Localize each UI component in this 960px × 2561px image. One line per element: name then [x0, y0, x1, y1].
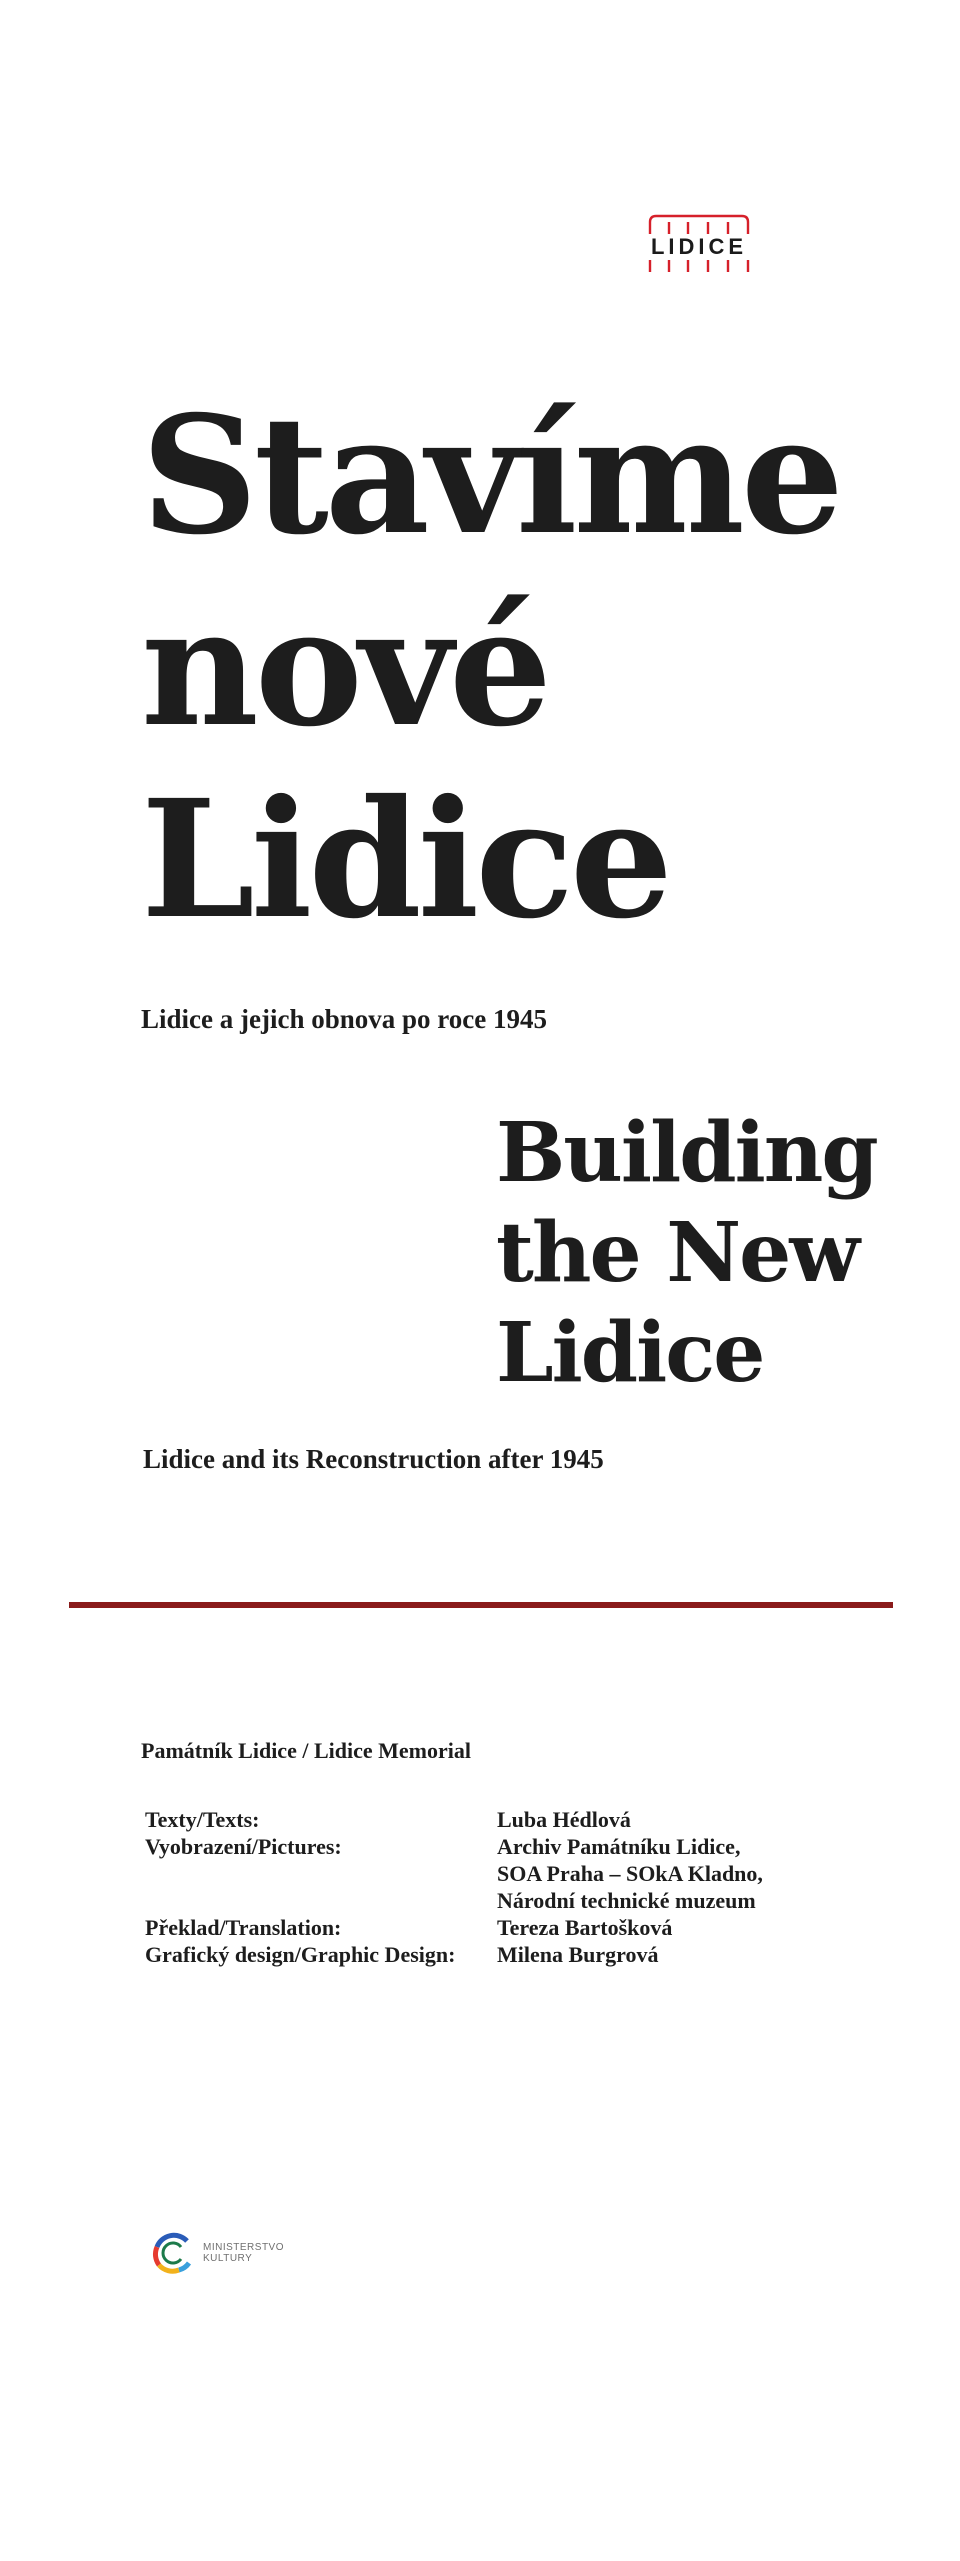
credit-value: Tereza Bartošková: [497, 1915, 673, 1940]
title-czech-line-3: Lidice: [141, 765, 669, 955]
title-czech: [141, 380, 901, 956]
credit-values: [497, 1833, 845, 1914]
title-czech-line-1: Stavíme: [141, 381, 840, 571]
credits-list: [145, 1806, 845, 1968]
subtitle-english: Lidice and its Reconstruction after 1945: [143, 1444, 604, 1474]
credit-row-texts: [145, 1806, 845, 1833]
credit-values: [497, 1914, 845, 1941]
ministry-of-culture-logo: [149, 2227, 284, 2279]
credit-value: Národní technické muzeum: [497, 1888, 756, 1913]
subtitle-czech: Lidice a jejich obnova po roce 1945: [141, 1004, 547, 1034]
ministry-logo-line-2: KULTURY: [203, 2253, 253, 2264]
credit-label: Překlad/Translation:: [145, 1915, 342, 1940]
title-english: [496, 1103, 936, 1403]
credit-value: Archiv Památníku Lidice,: [497, 1834, 741, 1859]
credit-label: Grafický design/Graphic Design:: [145, 1942, 456, 1967]
ministry-logo-text: [203, 2242, 284, 2264]
credit-values: [497, 1941, 845, 1968]
title-english-line-1: Building: [496, 1105, 877, 1201]
title-english-line-3: Lidice: [496, 1305, 764, 1401]
credit-value: SOA Praha – SOkA Kladno,: [497, 1861, 763, 1886]
credit-label: Vyobrazení/Pictures:: [145, 1834, 342, 1859]
lidice-logo: [640, 212, 758, 274]
credit-value: Luba Hédlová: [497, 1807, 631, 1832]
memorial-publisher: Památník Lidice / Lidice Memorial: [141, 1738, 471, 1763]
title-english-line-2: the New: [496, 1205, 858, 1301]
section-divider: [69, 1602, 893, 1608]
ministry-logo-line-1: MINISTERSTVO: [203, 2242, 285, 2253]
lidice-logo-text: LIDICE: [650, 234, 748, 259]
credit-row-pictures: [145, 1833, 845, 1914]
ministry-logo-icon: [149, 2229, 197, 2277]
credit-values: [497, 1806, 845, 1833]
credit-row-translation: [145, 1914, 845, 1941]
title-czech-line-2: nové: [141, 573, 549, 763]
credit-label: Texty/Texts:: [145, 1807, 260, 1832]
credit-value: Milena Burgrová: [497, 1942, 659, 1967]
credit-row-graphic-design: [145, 1941, 845, 1968]
